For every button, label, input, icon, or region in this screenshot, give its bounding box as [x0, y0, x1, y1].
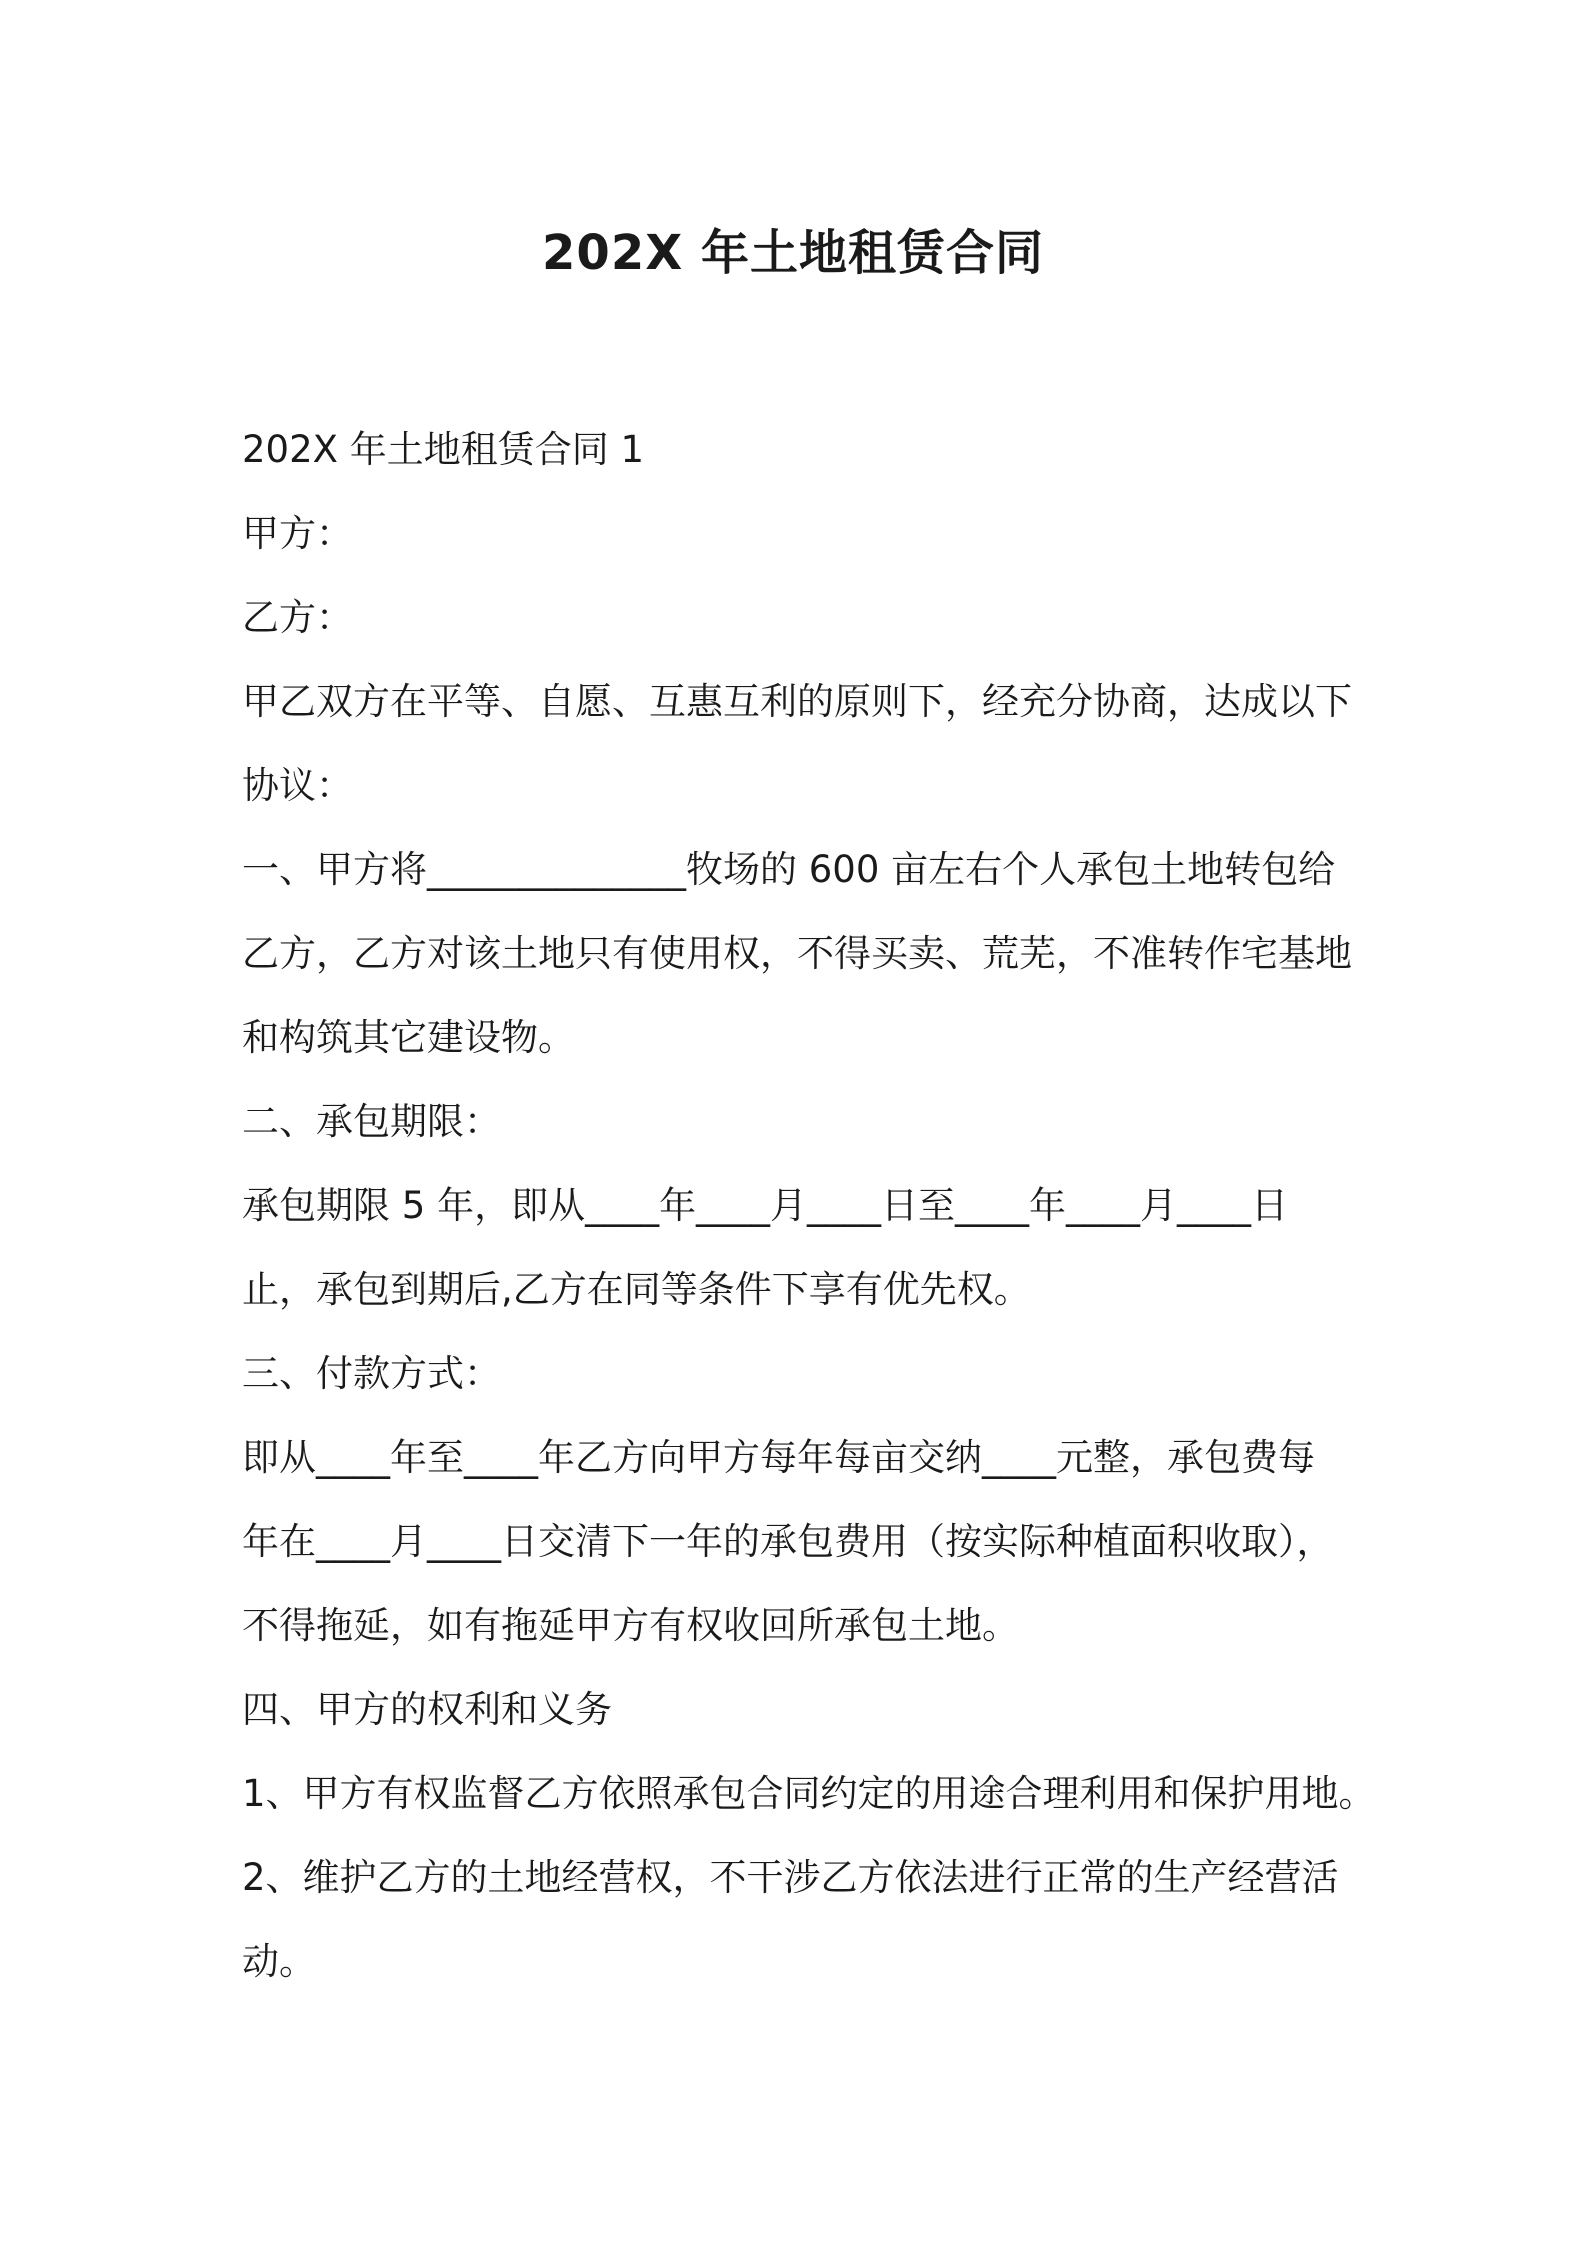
clause-1-line-1: 一、甲方将______________牧场的 600 亩左右个人承包土地转包给 [242, 848, 1336, 891]
clause-1-line-3: 和构筑其它建设物。 [242, 1016, 575, 1059]
clause-4-item-2-line-2: 动。 [242, 1940, 316, 1983]
clause-3-line-3: 不得拖延，如有拖延甲方有权收回所承包土地。 [242, 1604, 1019, 1647]
clause-3-heading: 三、付款方式： [242, 1352, 501, 1395]
party-a-line: 甲方： [242, 512, 353, 555]
clause-2-line-2: 止，承包到期后,乙方在同等条件下享有优先权。 [242, 1268, 1031, 1311]
subtitle-line: 202X 年土地租赁合同 1 [242, 428, 645, 471]
clause-1-line-2: 乙方，乙方对该土地只有使用权，不得买卖、荒芜，不准转作宅基地 [242, 932, 1352, 975]
clause-2-line-1: 承包期限 5 年，即从____年____月____日至____年____月____日 [242, 1184, 1289, 1227]
preamble-line-2: 协议： [242, 764, 353, 807]
clause-4-item-1: 1、甲方有权监督乙方依照承包合同约定的用途合理利用和保护用地。 [242, 1772, 1376, 1815]
clause-4-item-2-line-1: 2、维护乙方的土地经营权，不干涉乙方依法进行正常的生产经营活 [242, 1856, 1339, 1899]
clause-3-line-1: 即从____年至____年乙方向甲方每年每亩交纳____元整，承包费每 [242, 1436, 1315, 1479]
preamble-line-1: 甲乙双方在平等、自愿、互惠互利的原则下，经充分协商，达成以下 [242, 680, 1352, 723]
document-title: 202X 年土地租赁合同 [542, 225, 1044, 281]
document-body [242, 408, 1382, 2004]
clause-4-heading: 四、甲方的权利和义务 [242, 1688, 612, 1731]
clause-3-line-2: 年在____月____日交清下一年的承包费用（按实际种植面积收取）， [242, 1520, 1334, 1563]
clause-2-heading: 二、承包期限： [242, 1100, 501, 1143]
party-b-line: 乙方： [242, 596, 353, 639]
